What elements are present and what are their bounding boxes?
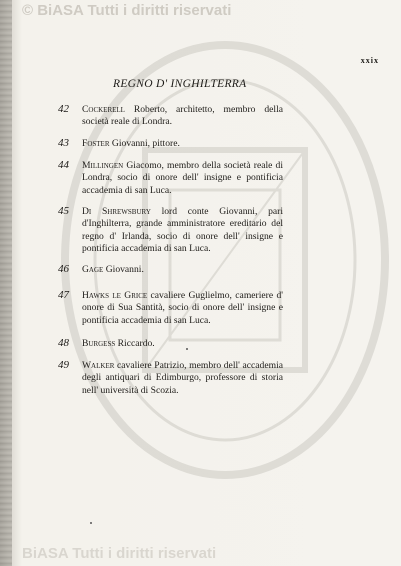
entry-text: cavaliere Patrizio, membro dell' accademia degli antiquari di Edimburgo, professore di storia nell' università di Scozia.	[82, 360, 283, 396]
entry-text: Giovanni.	[105, 264, 144, 275]
list-item	[58, 138, 283, 160]
entry-name: Di Shrewsbury	[82, 206, 151, 217]
page-number: xxix	[360, 56, 379, 65]
entry-number: 46	[58, 263, 69, 275]
entry-number: 44	[58, 159, 69, 171]
entry-number: 45	[58, 205, 69, 217]
entry-number: 43	[58, 137, 69, 149]
entry-text: Riccardo.	[117, 338, 155, 349]
entry-text: Roberto, architetto, membro della società reale di Londra.	[82, 104, 283, 128]
entry-text: lord conte Giovanni, pari d'Inghilterra, grande amministratore ereditario del regno d' Irlanda, socio di onore dell' insigne e pontificia accademia di san Luca.	[82, 206, 283, 254]
list-item	[58, 264, 283, 290]
list-item	[58, 338, 283, 360]
page-binding-edge	[0, 0, 12, 566]
ink-speck	[186, 348, 188, 350]
entry-list	[58, 104, 283, 406]
entry-number: 42	[58, 103, 69, 115]
entry-name: Foster	[82, 138, 110, 149]
list-item	[58, 206, 283, 264]
list-item	[58, 360, 283, 406]
entry-number: 47	[58, 289, 69, 301]
entry-name: Hawks le Grice	[82, 290, 148, 301]
section-title-text: REGNO D' INGHILTERRA	[113, 78, 247, 90]
entry-name: Cockerell	[82, 104, 125, 115]
entry-name: Millingen	[82, 160, 124, 171]
entry-number: 48	[58, 337, 69, 349]
entry-text: Giovanni, pittore.	[111, 138, 180, 149]
watermark-bottom: BiASA Tutti i diritti riservati	[22, 545, 217, 562]
ink-speck	[90, 522, 92, 524]
watermark-top: © BiASA Tutti i diritti riservati	[22, 2, 232, 19]
entry-text: cavaliere Guglielmo, cameriere d' onore di Sua Santità, socio di onore dell' insigne e pontificia accademia di san Luca.	[82, 290, 283, 326]
list-item	[58, 104, 283, 138]
list-item	[58, 290, 283, 338]
list-item	[58, 160, 283, 206]
entry-name: Walker	[82, 360, 115, 371]
entry-number: 49	[58, 359, 69, 371]
entry-name: Burgess	[82, 338, 116, 349]
entry-name: Gage	[82, 264, 104, 275]
entry-text: Giacomo, membro della società reale di Londra, socio di onore dell' insigne e pontificia accademia di san Luca.	[82, 160, 283, 196]
